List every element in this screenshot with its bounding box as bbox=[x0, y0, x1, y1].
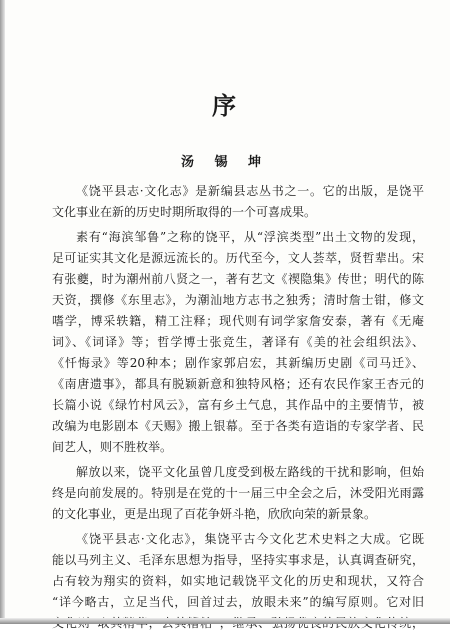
text-line: 改编为电影剧本《天赐》搬上银幕。至于各类有造诣的专家学者、民 bbox=[52, 419, 424, 433]
text-line: 的文化事业，更是出现了百花争妍斗艳，欣欣向荣的新景象。 bbox=[52, 507, 377, 521]
text-line: 天资，撰修《东里志》，为潮汕地方志书之独秀；清时詹士钳，修文 bbox=[52, 293, 424, 307]
text-line: 能以马列主义、毛泽东思想为指导，坚持实事求是，认真调查研究， bbox=[52, 553, 424, 567]
text-line: 终是向前发展的。特别是在党的十一届三中全会之后，沐受阳光雨露 bbox=[52, 486, 424, 500]
text-line: 长篇小说《绿竹村风云》，富有乡土气息，其作品中的主要情节，被 bbox=[52, 398, 424, 412]
preface-body bbox=[52, 181, 424, 634]
text-line: 解放以来，饶平文化虽曾几度受到极左路线的干扰和影响，但始 bbox=[76, 465, 424, 479]
text-line: 词》、《词译》等；哲学博士张竞生，著译有《美的社会组织法》、 bbox=[52, 335, 424, 349]
text-line: 《饶平县志·文化志》是新编县志丛书之一。它的出版，是饶平 bbox=[76, 184, 424, 198]
author-name: 汤 锡 坤 bbox=[180, 155, 270, 170]
text-line: 文化事业在新的历史时期所取得的一个可喜成果。 bbox=[52, 205, 317, 219]
text-line: 《南唐遗事》，都具有脱颖新意和独特风格；还有农民作家王杏元的 bbox=[52, 377, 424, 391]
text-line: 占有较为翔实的资料，如实地记载饶平文化的历史和现状，又符合 bbox=[52, 574, 424, 588]
page-bottom-edge bbox=[0, 618, 450, 624]
text-line: 嗜学，博采轶籍，精工注释；现代则有词学家詹安泰，著有《无庵 bbox=[52, 314, 424, 328]
text-line: 间艺人，则不胜枚举。 bbox=[52, 440, 173, 454]
page-title: 序 bbox=[212, 91, 238, 120]
text-line: “详今略古，立足当代，回首过去，放眼未来”的编写原则。它对旧 bbox=[52, 595, 424, 609]
text-line: 《忏悔录》等20种本；剧作家郭启宏，其新编历史剧《司马迁》、 bbox=[52, 356, 424, 370]
text-line: 《饶平县志·文化志》，集饶平古今文化艺术史料之大成。它既 bbox=[76, 532, 424, 546]
text-line: 素有“海滨邹鲁”之称的饶平，从“浮滨类型”出土文物的发现， bbox=[76, 230, 424, 244]
text-line: 足可证实其文化是源远流长的。历代至今，文人荟萃，贤哲辈出。宋 bbox=[52, 251, 424, 265]
text-line: 有张夔，时为潮州前八贤之一，著有艺文《禊隐集》传世；明代的陈 bbox=[52, 272, 424, 286]
